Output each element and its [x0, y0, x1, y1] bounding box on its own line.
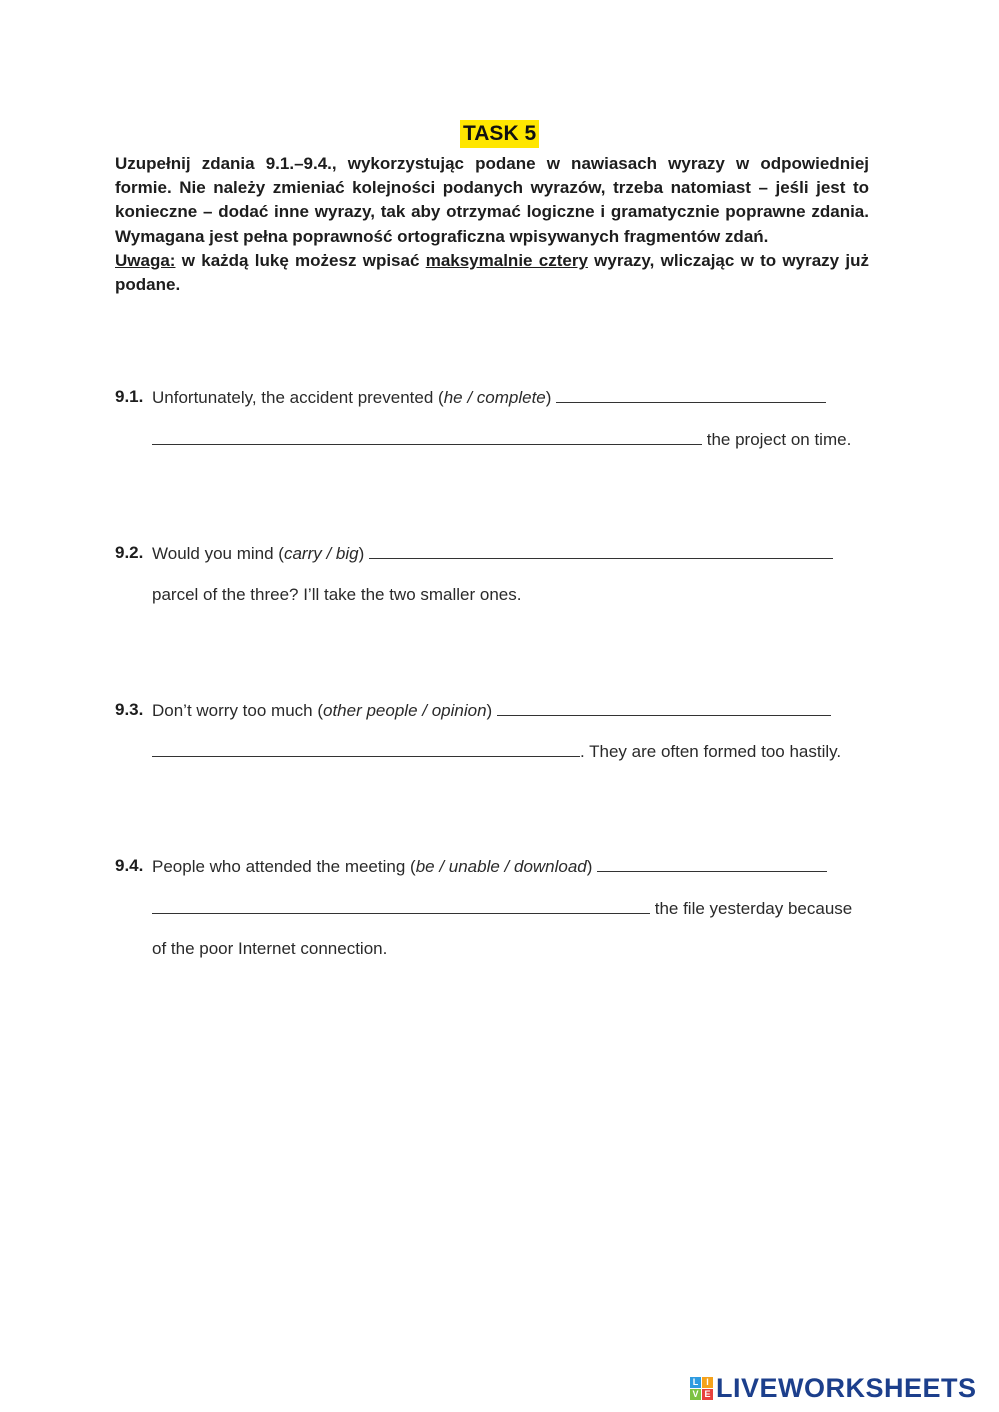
logo-tile: L: [690, 1377, 701, 1388]
sentence-end: . They are often formed too hastily.: [580, 742, 842, 761]
answer-blank[interactable]: [369, 542, 833, 559]
answer-blank[interactable]: [152, 897, 650, 914]
answer-blank[interactable]: [556, 386, 826, 403]
note-emphasis: maksymalnie cztery: [425, 250, 588, 270]
word-hint: carry / big: [283, 544, 359, 563]
answer-blank[interactable]: [152, 428, 702, 445]
logo-tile: I: [702, 1377, 713, 1388]
logo-icon: [690, 1377, 713, 1400]
item-number: 9.2.: [115, 543, 144, 562]
exercise-line: [152, 386, 826, 409]
logo-tile: E: [702, 1389, 713, 1400]
answer-blank[interactable]: [497, 699, 831, 716]
sentence-start: Would you mind (: [152, 544, 284, 563]
continuation-line: parcel of the three? I’ll take the two smaller ones.: [152, 585, 522, 604]
sentence-start: Unfortunately, the accident prevented (: [152, 388, 444, 407]
word-hint: other people / opinion: [323, 701, 487, 720]
task-title: TASK 5: [460, 120, 539, 148]
note-label: Uwaga:: [115, 250, 176, 270]
instructions-note: [115, 249, 869, 297]
instructions-paragraph: Uzupełnij zdania 9.1.–9.4., wykorzystując podane w nawiasach wyrazy w odpowiedniej formie. Nie należy zmieniać kolejności podanych wyrazów, trzeba natomiast – jeśli jest to konieczne – dodać inne wyrazy, tak aby otrzymać logiczne i gramatycznie poprawne zdania. Wymagana jest pełna poprawność ortograficzna wpisywanych fragmentów zdań.: [115, 154, 869, 246]
note-text-1: w każdą lukę możesz wpisać: [175, 250, 426, 270]
hint-close: ): [545, 388, 552, 407]
sentence-end: the project on time.: [702, 430, 852, 449]
exercise-line: [152, 699, 831, 722]
hint-close: ): [586, 857, 593, 876]
answer-blank[interactable]: [597, 855, 827, 872]
item-number: 9.3.: [115, 700, 144, 719]
exercise-line: [152, 855, 827, 878]
answer-blank[interactable]: [152, 740, 580, 757]
item-number: 9.1.: [115, 387, 144, 406]
word-hint: he / complete: [443, 388, 546, 407]
sentence-start: People who attended the meeting (: [152, 857, 416, 876]
exercise-line: [152, 740, 841, 763]
sentence-end: the file yesterday because: [650, 899, 853, 918]
logo-text: LIVEWORKSHEETS: [716, 1372, 977, 1403]
note-text-2: wyrazy, wliczając w to wyrazy już podane.: [115, 250, 869, 295]
word-hint: be / unable / download: [415, 857, 587, 876]
liveworksheets-logo: [690, 1372, 977, 1404]
instructions: [115, 152, 869, 297]
hint-close: ): [358, 544, 365, 563]
item-number: 9.4.: [115, 856, 144, 875]
logo-tile: V: [690, 1389, 701, 1400]
hint-close: ): [486, 701, 493, 720]
exercise-line: [152, 897, 852, 920]
exercise-line: [152, 542, 833, 565]
continuation-line: of the poor Internet connection.: [152, 939, 388, 958]
sentence-start: Don’t worry too much (: [152, 701, 323, 720]
exercise-line: [152, 428, 851, 451]
